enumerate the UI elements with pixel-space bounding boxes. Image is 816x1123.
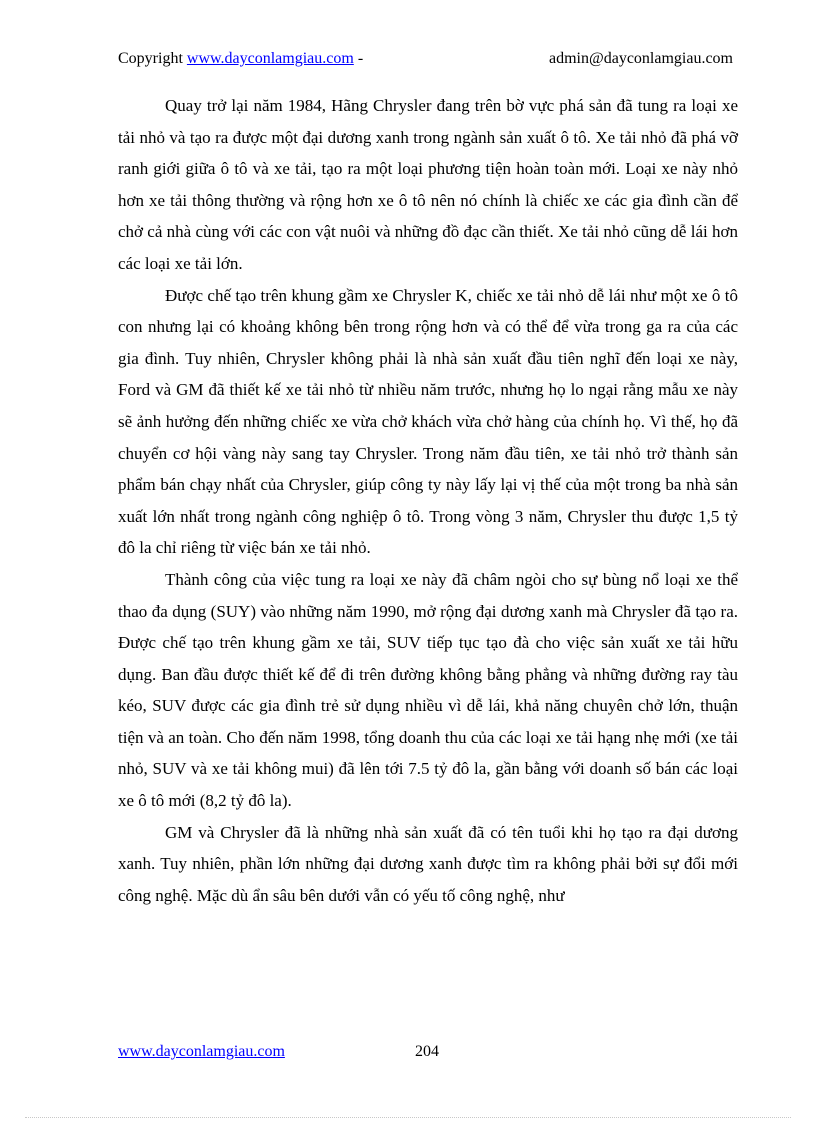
- paragraph-4: GM và Chrysler đã là những nhà sản xuất đã có tên tuổi khi họ tạo ra đại dương xanh. Tuy nhiên, phần lớn những đại dương xanh được tìm ra không phải bởi sự đổi mới công nghệ. Mặc dù ẩn sâu bên dưới vẫn có yếu tố công nghệ, như: [118, 822, 738, 905]
- footer-site-link[interactable]: www.dayconlamgiau.com: [118, 1043, 285, 1060]
- page-footer: [118, 1040, 733, 1064]
- header-email: admin@dayconlamgiau.com: [548, 50, 733, 67]
- bottom-divider: [25, 1117, 791, 1118]
- page-number: 204: [415, 1043, 439, 1060]
- header-left: [118, 48, 363, 70]
- header-separator: -: [357, 50, 364, 67]
- page-body: [118, 90, 738, 911]
- page-header: [118, 48, 733, 70]
- paragraph-1: Quay trở lại năm 1984, Hãng Chrysler đang trên bờ vực phá sản đã tung ra loại xe tải nhỏ và tạo ra được một đại dương xanh trong ngành sản xuất ô tô. Xe tải nhỏ đã phá vỡ ranh giới giữa ô tô và xe tải, tạo ra một loại phương tiện hoàn toàn mới. Loại xe này nhỏ hơn xe tải thông thường và rộng hơn xe ô tô nên nó chính là chiếc xe các gia đình cần để chở cả nhà cùng với các con vật nuôi và những đồ đạc cần thiết. Xe tải nhỏ cũng dễ lái hơn các loại xe tải lớn.: [118, 96, 738, 273]
- copyright-label: Copyright: [118, 50, 183, 67]
- paragraph-3: Thành công của việc tung ra loại xe này đã châm ngòi cho sự bùng nổ loại xe thể thao đa dụng (SUY) vào những năm 1990, mở rộng đại dương xanh mà Chrysler đã tạo ra. Được chế tạo trên khung gầm xe tải, SUV tiếp tục tạo đà cho việc sản xuất xe tải hữu dụng. Ban đầu được thiết kế để đi trên đường không bằng phẳng và những đường ray tàu kéo, SUV được các gia đình trẻ sử dụng nhiều vì dễ lái, khả năng chuyên chở lớn, thuận tiện và an toàn. Cho đến năm 1998, tổng doanh thu của các loại xe tải hạng nhẹ mới (xe tải nhỏ, SUV và xe tải không mui) đã lên tới 7.5 tỷ đô la, gần bằng với doanh số bán các loại xe ô tô mới (8,2 tỷ đô la).: [118, 569, 738, 811]
- header-site-link[interactable]: www.dayconlamgiau.com: [186, 50, 354, 67]
- paragraph-2: Được chế tạo trên khung gầm xe Chrysler K, chiếc xe tải nhỏ dễ lái như một xe ô tô con nhưng lại có khoảng không bên trong rộng hơn và có thể để vừa trong ga ra của các gia đình. Tuy nhiên, Chrysler không phải là nhà sản xuất đầu tiên nghĩ đến loại xe này, Ford và GM đã thiết kế xe tải nhỏ từ nhiều năm trước, nhưng họ lo ngại rằng mẫu xe này sẽ ảnh hưởng đến những chiếc xe vừa chở khách vừa chở hàng của chính họ. Vì thế, họ đã chuyển cơ hội vàng này sang tay Chrysler. Trong năm đầu tiên, xe tải nhỏ trở thành sản phẩm bán chạy nhất của Chrysler, giúp công ty này lấy lại vị thế của một trong ba nhà sản xuất lớn nhất trong ngành công nghiệp ô tô. Trong vòng 3 năm, Chrysler thu được 1,5 tỷ đô la chỉ riêng từ việc bán xe tải nhỏ.: [118, 285, 738, 558]
